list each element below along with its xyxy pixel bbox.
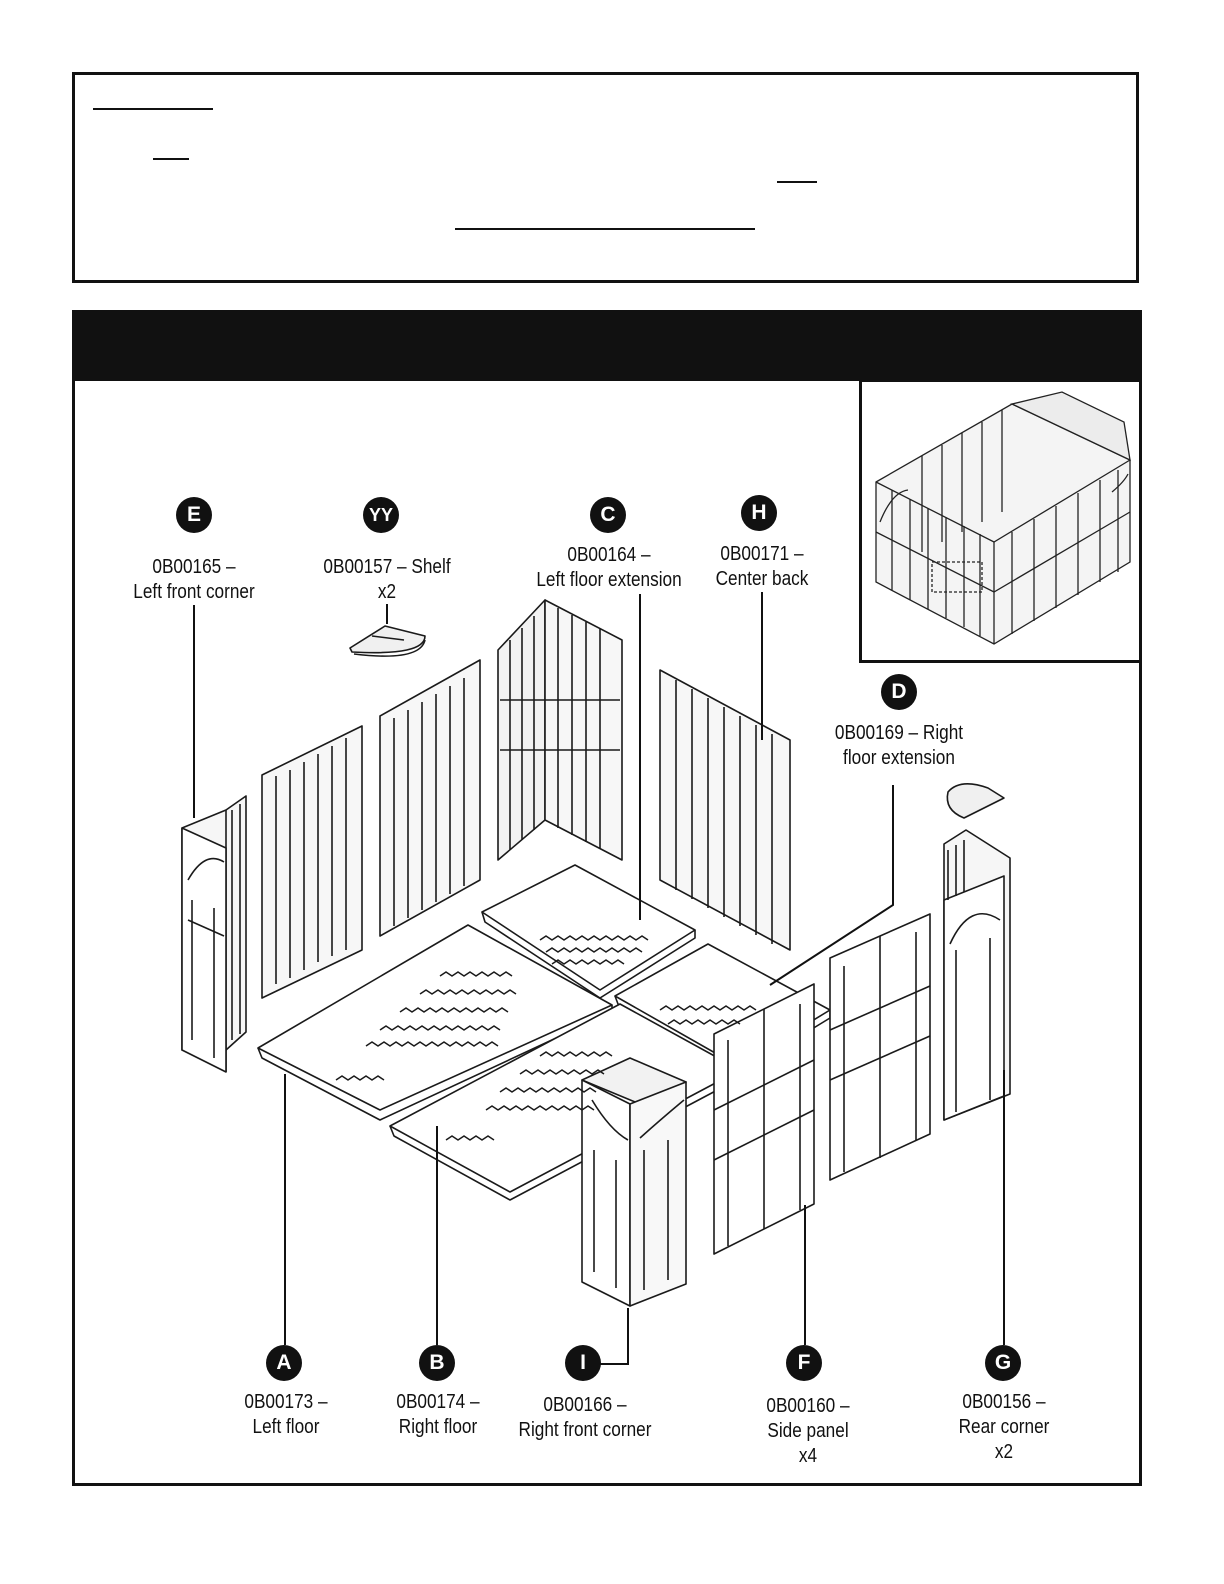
label-part-g [935,1390,1073,1465]
label-part-b [369,1390,507,1440]
part-g-code: 0B00156 – [962,1391,1046,1413]
part-d-name: floor extension [843,747,955,769]
part-h-code: 0B00171 – [720,543,804,565]
part-a-code: 0B00173 – [244,1391,328,1413]
part-a-name: Left floor [252,1416,320,1438]
badge-g: G [985,1345,1021,1381]
part-c-name: Left floor extension [536,569,682,591]
badge-a: A [266,1345,302,1381]
part-f-qty: x4 [798,1445,818,1467]
part-f-name: Side panel [767,1420,849,1442]
badge-e: E [176,497,212,533]
badge-b: B [419,1345,455,1381]
part-i-code: 0B00166 – [543,1394,627,1416]
part-c-code: 0B00164 – [567,544,651,566]
label-part-f [739,1394,877,1469]
badge-h: H [741,495,777,531]
badge-c: C [590,497,626,533]
part-yy-shelf-art [350,626,425,656]
part-f-code: 0B00160 – [766,1395,850,1417]
label-part-c [515,543,702,593]
badge-i: I [565,1345,601,1381]
part-yy-code: 0B00157 – Shelf [323,556,451,578]
badge-f: F [786,1345,822,1381]
badge-d: D [881,674,917,710]
part-e-code: 0B00165 – [152,556,236,578]
label-part-a [217,1390,355,1440]
part-i-right-front-corner-art [582,1058,686,1306]
part-i-name: Right front corner [518,1419,652,1441]
label-part-e [108,555,280,605]
part-d-code: 0B00169 – Right [834,722,964,744]
part-b-name: Right floor [398,1416,478,1438]
label-part-yy [307,555,467,605]
part-e-name: Left front corner [133,581,255,603]
part-yy-qty: x2 [377,581,397,603]
part-h-name: Center back [715,568,809,590]
label-part-d [810,721,987,771]
part-e-left-front-corner-art [182,796,246,1072]
part-b-code: 0B00174 – [396,1391,480,1413]
part-g-rear-corner-art [944,830,1010,1120]
label-part-h [688,542,836,592]
part-d-small-piece-art [947,784,1004,818]
part-g-name: Rear corner [958,1416,1050,1438]
part-g-qty: x2 [994,1441,1014,1463]
label-part-i [503,1393,666,1443]
badge-yy: YY [363,497,399,533]
